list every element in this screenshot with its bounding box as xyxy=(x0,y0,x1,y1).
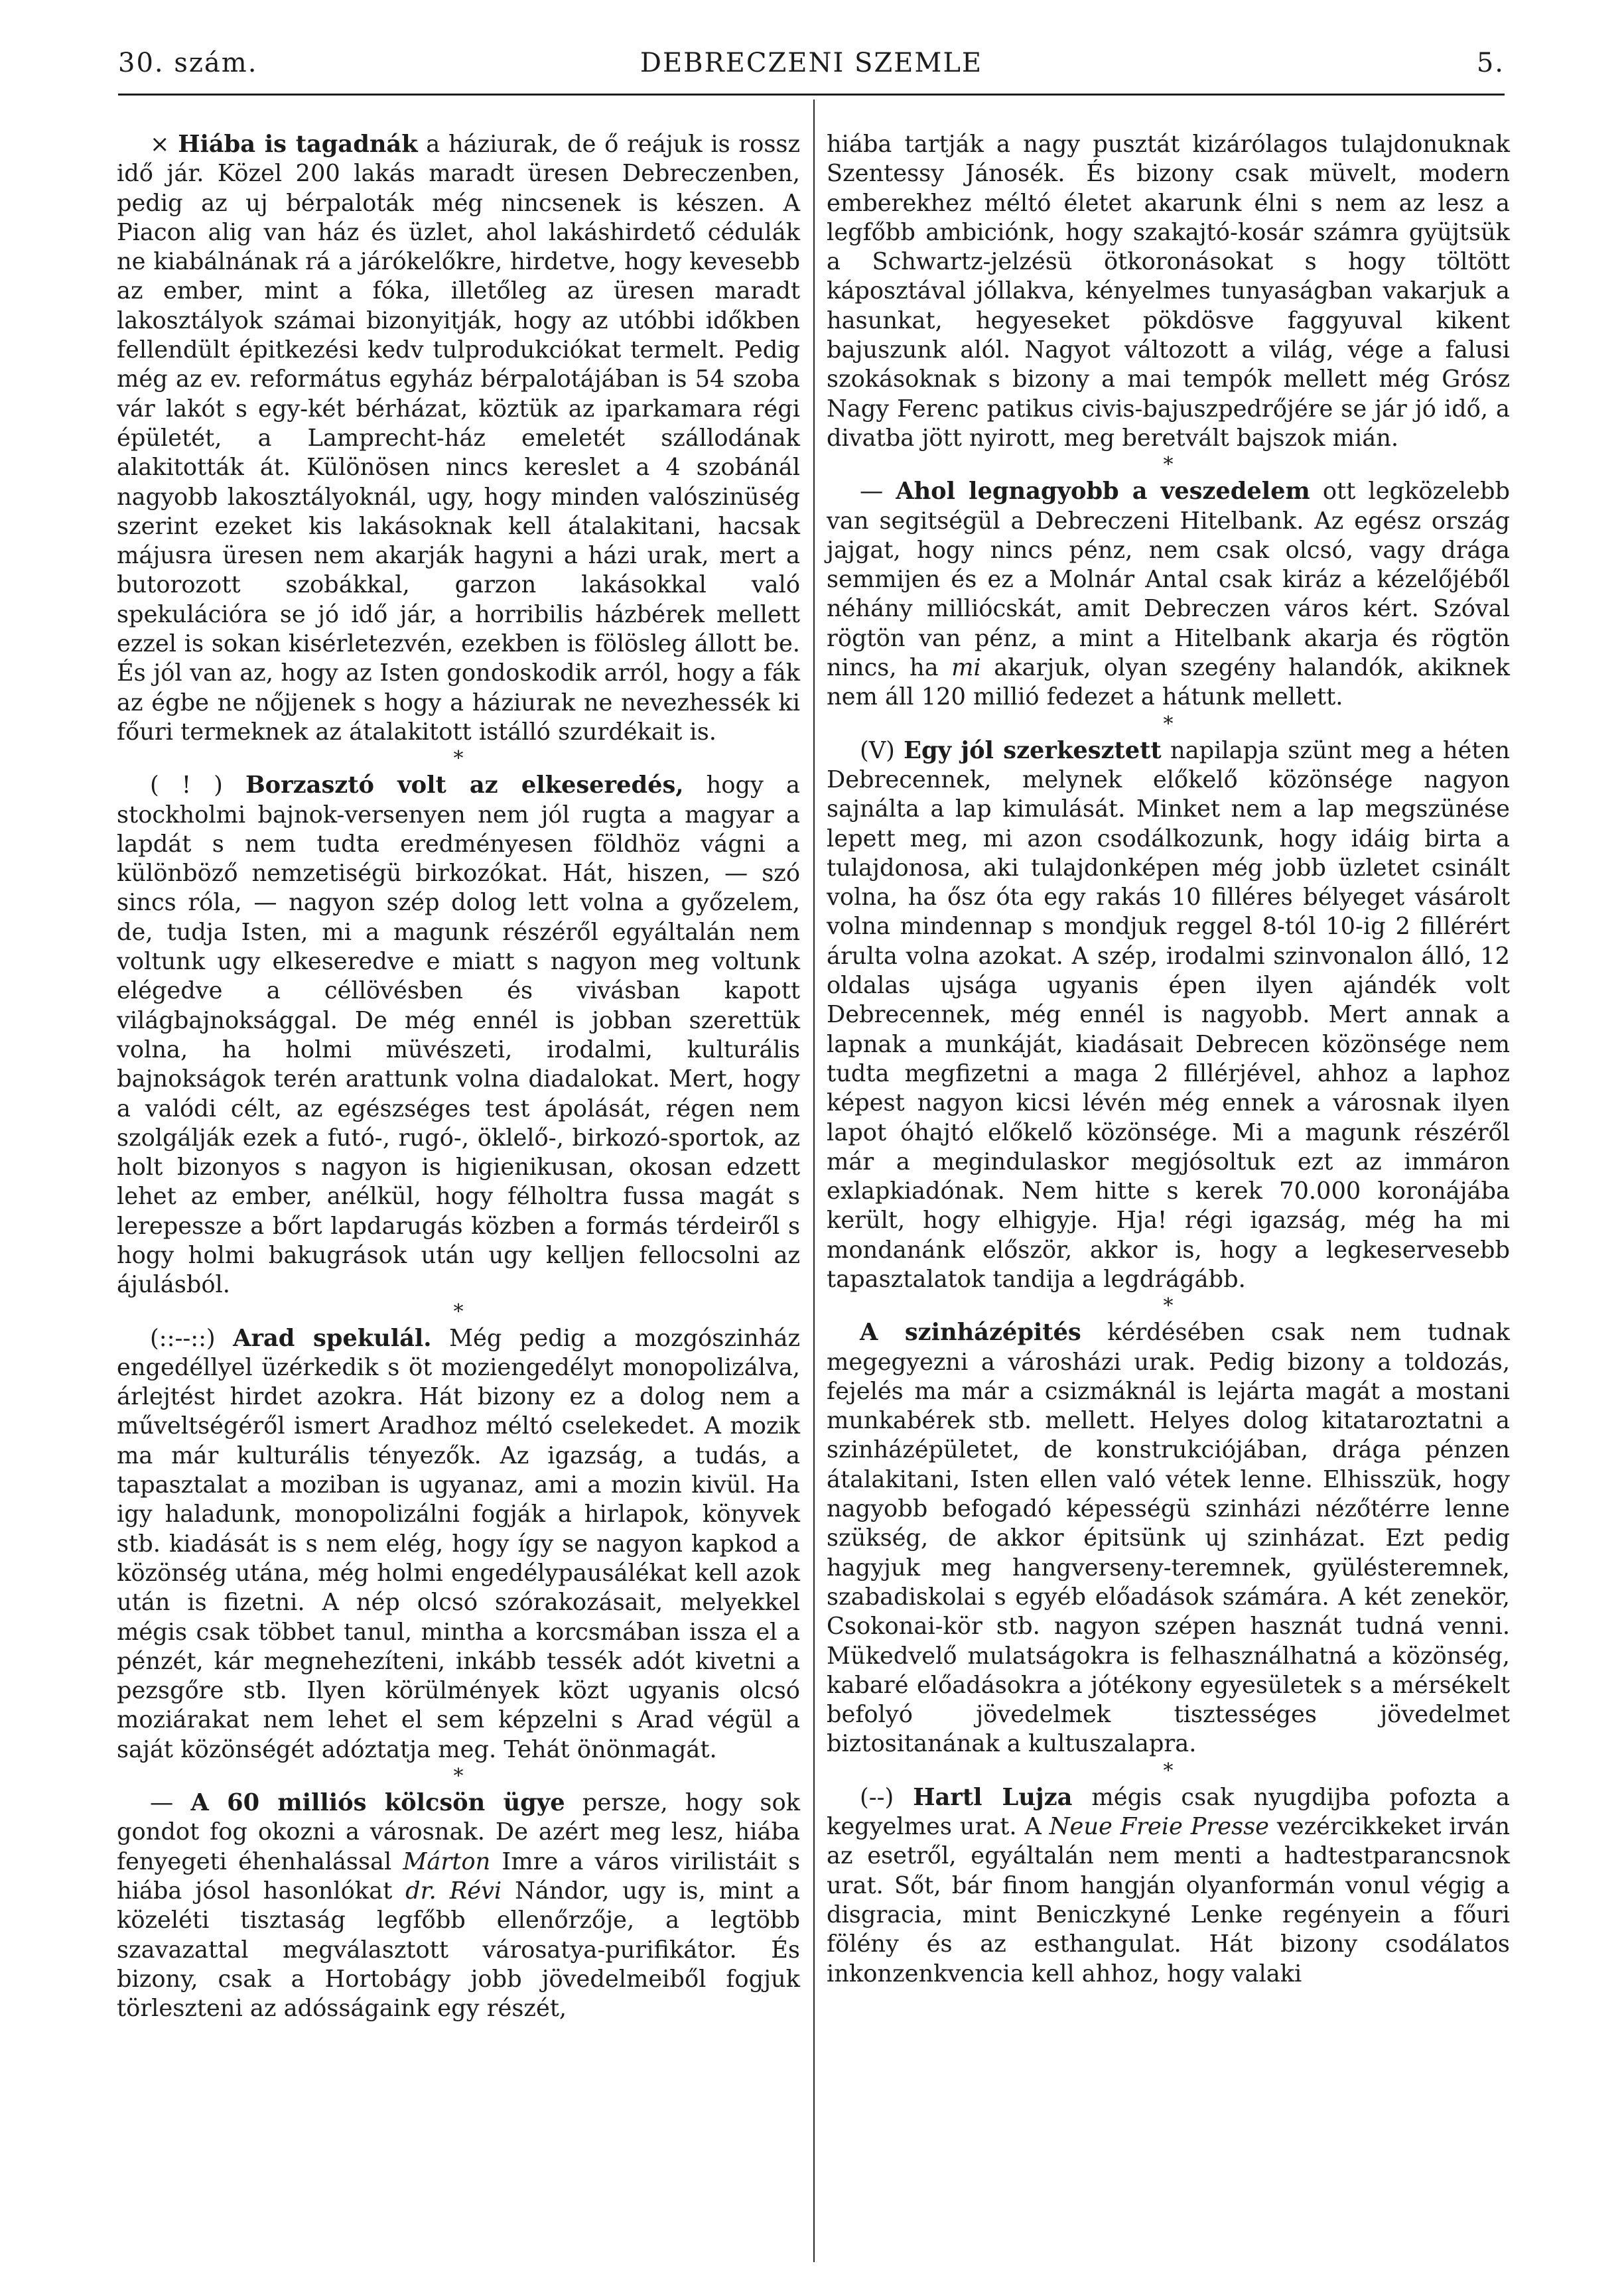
separator-star: * xyxy=(1163,1759,1174,1782)
article-hartl xyxy=(827,1783,1510,1989)
column-rule xyxy=(813,100,815,2262)
article-marker: (::--::) xyxy=(150,1324,234,1352)
article-stockholm xyxy=(117,771,800,1300)
separator-star: * xyxy=(453,1765,464,1788)
article-body: akarjuk, olyan szegény halandók, akiknek nem áll 120 millió fedezet a hátunk mellett. xyxy=(827,654,1510,711)
article-headline: A szinházépités xyxy=(860,1319,1081,1347)
article-body: Imre a város virilistáit s hiába jósol hasonlókat xyxy=(117,1848,800,1905)
article-kolcson xyxy=(117,1788,800,2023)
page-header xyxy=(118,48,1505,94)
article-continuation: hiába tartják a nagy pusztát kizárólagos tulajdonuknak Szentessy Jánosék. És bizony csak müvelt, modern emberekhez méltó életet akarunk élni s nem az lesz a legfőbb ambiciónk, hogy szakajtó-kosár számra gyüjtsük a Schwartz-jelzésü ötkoronásokat s hogy töltött káposztával jóllakva, kényelmes tunyaságban vakarjuk a hasunkat, hegyeseket pökdösve faggyuval kikent bajuszunk alól. Nagyot változott a világ, vége a falusi szokásoknak s bizony a mai tempók mellett még Grósz Nagy Ferenc patikus civis-bajuszpedrőjére se jár jó idő, a divatba jött nyirott, meg beretvált bajszok mián. xyxy=(827,131,1510,452)
article-body: ott legközelebb van segitségül a Debreczeni Hitelbank. Az egész ország jajgat, hogy nincs pénz, nem csak olcsó, vagy drága semmijen és ez a Molnár Antal csak kiráz a kézelőjéből néhány milliócskát, amit Debreczen város kért. Szóval rögtön van pénz, a mint a Hitelbank akarja és rögtön nincs, ha xyxy=(827,478,1511,682)
article-body: kérdésében csak nem tudnak megegyezni a városházi urak. Pedig bizony a toldozás, fejelés ma már a csizmáknál is lejárta magát a mostani munkabérek stb. mellett. Helyes dolog kitataroztatni a szinházépületet, de konstrukciójában, drága pénzen átalakitani, Isten ellen való vétek lenne. Elhisszük, hogy nagyobb befogadó képességü szinházi nézőtérre lenne szükség, de akkor épitsünk uj szinházat. Ezt pedig hagyjuk meg hangverseny-teremnek, gyülésteremnek, szabadiskolai s egyéb előadások számára. A két zenekör, Csokonai-kör stb. nagyon szépen hasznát tudná venni. Mükedvelő mulatságokra is felhasználhatná a közönség, kabaré előadásokra a jótékony egyesületek s a mérsékelt befolyó jövedelmek tisztességes jövedelmet biztositanának a kultuszalapra. xyxy=(827,1319,1511,1758)
page-number: 5. xyxy=(1476,48,1505,78)
article-emphasis: Neue Freie Presse xyxy=(1049,1813,1270,1841)
article-body: Még pedig a mozgószinház engedéllyel üzérkedik s öt moziengedélyt monopolizálva, árlejtést hirdet azokra. Hát bizony ez a dolog nem a műveltségéről ismert Aradhoz méltó cselekedet. A mozik ma már kulturális tényezők. Az igazság, a tudás, a tapasztalat a moziban is ugyanaz, ami a mozin kivül. Ha igy haladunk, monopolizálni fogják a hirlapok, könyvek stb. kiadását is s nem elég, hogy így se nagyon kapkod a közönség utána, még holmi engedélypausálékat kell azok után is fizetni. A nép olcsó szórakozásait, melyekkel mégis csak többet tanul, mintha a korcsmában issza el a pénzét, kár megnehezíteni, inkább tessék adót kivetni a pezsgőre stb. Ilyen körülmények közt ugyanis olcsó moziárakat nem lehet el sem képzelni s Arad végül a saját közönségét adóztatja meg. Tehát önönmagát. xyxy=(117,1324,800,1763)
separator-star: * xyxy=(453,1300,464,1323)
article-headline: Egy jól szerkesztett xyxy=(904,736,1162,764)
right-column xyxy=(827,130,1510,1989)
article-emphasis: mi xyxy=(951,654,981,682)
article-headline: Hiába is tagadnák xyxy=(178,131,418,158)
header-rule xyxy=(118,94,1505,96)
article-headline: Borzasztó volt az elkeseredés, xyxy=(245,772,684,799)
article-marker: (--) xyxy=(860,1783,914,1811)
article-body: a háziurak, de ő reájuk is rossz idő jár. Közel 200 lakás maradt üresen Debreczenben, pedig az uj bérpaloták még nincsenek is készen. A Piacon alig van ház és üzlet, ahol lakáshirdető cédulák ne kiabálnának rá a járókelőkre, hirdetve, hogy kevesebb az ember, mint a fóka, illetőleg az üresen maradt lakosztályok számai bizonyitják, hogy az utóbbi időkben fellendült épitkezési kedv tulprodukciókat termelt. Pedig még az ev. református egyház bérpalotájában is 54 szoba vár lakót s egy-két bérházat, köztük az iparkamara régi épületét, a Lamprecht-ház emeletét szállodának alakitották át. Különösen nincs kereslet a 4 szobánál nagyobb lakosztályoknál, ugy, hogy minden valószinüség szerint ezeket kis lakásoknak kell átalakitani, hacsak májusra üresen nem akarják hagyni a házi urak, mert a butorozott szobákkal, garzon lakásokkal való spekulációra se jó idő jár, a horribilis házbérek mellett ezzel is sokan kisérletezvén, ezekben is fölösleg állott be. És jól van az, hogy az Isten gondoskodik arról, hogy a fák az égbe ne nőjjenek s hogy a háziurak ne nevezhessék ki főuri termeknek az átalakitott istálló szurdékait is. xyxy=(117,131,800,746)
article-arad xyxy=(117,1324,800,1765)
masthead-title: DEBRECZENI SZEMLE xyxy=(640,48,983,78)
separator-star: * xyxy=(453,747,464,771)
article-napilap xyxy=(827,736,1510,1295)
article-marker: — xyxy=(150,1789,191,1817)
article-emphasis: dr. Révi xyxy=(405,1877,502,1905)
separator-star: * xyxy=(1163,712,1174,736)
article-body: persze, hogy sok gondot fog okozni a városnak. De azért meg lesz, hiába fenyegeti éhenhalással xyxy=(117,1789,800,1875)
article-hitelbank xyxy=(827,477,1510,712)
article-headline: Hartl Lujza xyxy=(913,1783,1073,1811)
article-headline: A 60 milliós kölcsön ügye xyxy=(190,1789,565,1817)
article-marker: (V) xyxy=(860,736,904,764)
article-body: hogy a stockholmi bajnok-versenyen nem jól rugta a magyar a lapdát s nem tudta eredményesen földhöz vágni a különböző nemzetiségü birkozókat. Hát, hiszen, — szó sincs róla, — nagyon szép dolog lett volna a győzelem, de, tudja Isten, mi a magunk részéről egyáltalán nem voltunk ugy elkeseredve e miatt s nagyon meg voltunk elégedve a céllövésben és vivásban kapott világbajnoksággal. De még ennél is jobban szerettük volna, ha holmi müvészeti, irodalmi, kulturális bajnokságok terén arattunk volna diadalokat. Mert, hogy a valódi célt, az egészséges test ápolását, régen nem szolgálják ezek a futó-, rugó-, öklelő-, birkozó-sportok, az holt bizonyos s nagyon is higienikusan, okosan edzett lehet az ember, anélkül, hogy félholtra fussa magát s lerepessze a bőrt lapdarugás közben a formás térdeiről s hogy holmi bakugrások után ugy kelljen fellocsolni az ájulásból. xyxy=(117,772,800,1299)
article-lakasok xyxy=(117,130,800,747)
article-emphasis: Márton xyxy=(403,1848,491,1875)
article-marker: ( ! ) xyxy=(150,772,245,799)
article-marker: × xyxy=(150,131,178,158)
article-szinhaz xyxy=(827,1318,1510,1759)
article-body: vezércikkeket irván az esetről, egyáltalán nem menti a hadtestparancsnok urat. Sőt, bár finom hangján olyanformán vonul végig a disgracia, mint Beniczkyné Lenke regényein a főuri fölény és az esthangulat. Hát bizony csodálatos inkonzenkvencia kell ahhoz, hogy valaki xyxy=(827,1813,1510,1987)
article-headline: Ahol legnagyobb a veszedelem xyxy=(896,478,1310,505)
separator-star: * xyxy=(1163,1294,1174,1318)
issue-number: 30. szám. xyxy=(118,48,258,78)
article-headline: Arad spekulál. xyxy=(233,1324,432,1352)
article-marker: — xyxy=(860,478,896,505)
separator-star: * xyxy=(1163,453,1174,477)
left-column xyxy=(117,130,800,2023)
article-body: Nándor, ugy is, mint a közeléti tisztaság legfőbb ellenőrzője, a legtöbb szavazattal megválasztott városatya-purifikátor. És bizony, csak a Hortobágy jobb jövedelmeiből fogjuk törleszteni az adósságaink egy részét, xyxy=(117,1877,800,2023)
article-body: mégis csak nyugdijba pofozta a kegyelmes urat. A xyxy=(827,1783,1510,1841)
article-body: napilapja szünt meg a héten Debrecennek, melynek előkelő közönsége nagyon sajnálta a lap kimulását. Minket nem a lap megszünése lepett meg, mi azon csodálkozunk, hogy idáig birta a tulajdonosa, aki tulajdonképen még jobb üzletet csinált volna, ha ősz óta egy rakás 10 filléres bélyeget vásárolt volna mindennap s mondjuk reggel 8-tól 10-ig 2 fillérért árulta volna azokat. A szép, irodalmi szinvonalon álló, 12 oldalas ujsága ugyanis épen ilyen ajándék volt Debrecennek, még ennél is nagyobb. Mert annak a lapnak a munkáját, kiadásait Debrecen közönsége nem tudta megfizetni a maga 2 fillérjével, ahhoz a laphoz képest nagyon kicsi lévén még ennek a városnak ilyen lapot óhajtó előkelő közönsége. Mi a magunk részéről már a megindulaskor megjósoltuk ezt az immáron exlapkiadónak. Nem hitte s kerek 70.000 koronájába került, hogy elhigyje. Hja! régi igazság, még ha mi mondanánk először, akkor is, hogy a legkeservesebb tapasztalatok tandija a legdrágább. xyxy=(827,736,1510,1293)
